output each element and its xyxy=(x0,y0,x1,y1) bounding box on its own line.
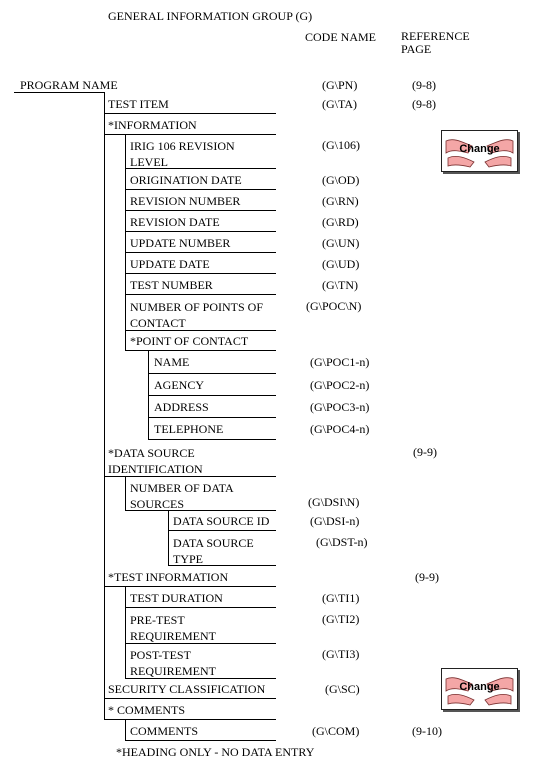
test-information-label: *TEST INFORMATION xyxy=(108,570,229,584)
program-name-page: (9-8) xyxy=(412,78,436,92)
tree-line xyxy=(104,92,105,719)
poc-agency-label: AGENCY xyxy=(154,378,204,392)
change-badge xyxy=(441,130,518,172)
change-badge xyxy=(441,668,518,710)
tree-line xyxy=(125,586,126,678)
revision-date-label: REVISION DATE xyxy=(130,215,220,229)
tree-line xyxy=(168,510,169,565)
update-date-code: (G\UD) xyxy=(322,257,360,271)
change-badge-label: Change xyxy=(459,681,500,693)
program-name-code: (G\PN) xyxy=(322,78,358,92)
number-of-data-sources-code: (G\DSI\N) xyxy=(308,495,360,509)
comments-label: COMMENTS xyxy=(130,724,199,738)
tree-line xyxy=(125,294,276,295)
update-number-code: (G\UN) xyxy=(322,236,360,250)
poc-address-code: (G\POC3-n) xyxy=(310,400,370,414)
tree-line xyxy=(104,719,276,720)
tree-line xyxy=(125,231,276,232)
number-of-points-of-contact-label: NUMBER OF POINTS OF CONTACT xyxy=(130,300,264,330)
revision-number-label: REVISION NUMBER xyxy=(130,194,241,208)
document-title: GENERAL INFORMATION GROUP (G) xyxy=(108,9,313,23)
tree-line xyxy=(104,698,276,699)
poc-name-code: (G\POC1-n) xyxy=(310,355,370,369)
poc-agency-code: (G\POC2-n) xyxy=(310,378,370,392)
comments-code: (G\COM) xyxy=(312,724,360,738)
footnote: *HEADING ONLY - NO DATA ENTRY xyxy=(116,745,315,759)
pre-test-requirement-label: PRE-TEST REQUIREMENT xyxy=(130,613,216,643)
test-duration-code: (G\TI1) xyxy=(322,591,360,605)
poc-telephone-code: (G\POC4-n) xyxy=(310,422,370,436)
tree-line xyxy=(104,113,276,114)
test-number-code: (G\TN) xyxy=(322,278,358,292)
origination-date-code: (G\OD) xyxy=(322,173,360,187)
security-classification-label: SECURITY CLASSIFICATION xyxy=(108,682,266,696)
point-of-contact-label: *POINT OF CONTACT xyxy=(130,334,249,348)
tree-line xyxy=(125,607,276,608)
test-item-code: (G\TA) xyxy=(322,97,358,111)
tree-line xyxy=(125,740,276,741)
revision-number-code: (G\RN) xyxy=(322,194,359,208)
tree-line xyxy=(148,395,276,396)
poc-name-label: NAME xyxy=(154,355,190,369)
data-source-id-code: (G\DSI-n) xyxy=(310,514,360,528)
code-name-header: CODE NAME xyxy=(305,30,376,44)
tree-line xyxy=(148,417,276,418)
test-item-label: TEST ITEM xyxy=(108,97,169,111)
post-test-requirement-label: POST-TEST REQUIREMENT xyxy=(130,648,216,678)
comments-heading-label: * COMMENTS xyxy=(108,703,186,717)
comments-page: (9-10) xyxy=(412,724,442,738)
test-item-page: (9-8) xyxy=(412,97,436,111)
pre-test-requirement-code: (G\TI2) xyxy=(322,612,360,626)
test-duration-label: TEST DURATION xyxy=(130,591,223,605)
information-label: *INFORMATION xyxy=(108,118,197,132)
data-source-identification-label: *DATA SOURCE IDENTIFICATION xyxy=(108,446,203,476)
change-badge-label: Change xyxy=(459,143,500,155)
update-date-label: UPDATE DATE xyxy=(130,257,210,271)
origination-date-label: ORIGINATION DATE xyxy=(130,173,242,187)
update-number-label: UPDATE NUMBER xyxy=(130,236,231,250)
data-source-type-label: DATA SOURCE TYPE xyxy=(173,536,254,566)
program-name-label: PROGRAM NAME xyxy=(20,78,118,92)
reference-page-header: REFERENCE PAGE xyxy=(401,29,470,56)
tree-line xyxy=(125,273,276,274)
tree-line xyxy=(148,373,276,374)
tree-line xyxy=(125,252,276,253)
test-information-page: (9-9) xyxy=(415,570,439,584)
tree-line xyxy=(125,189,276,190)
data-source-id-label: DATA SOURCE ID xyxy=(173,514,270,528)
irig-106-revision-level-label: IRIG 106 REVISION LEVEL xyxy=(130,139,235,169)
tree-line xyxy=(168,530,276,531)
tree-line xyxy=(125,210,276,211)
irig-106-revision-level-code: (G\106) xyxy=(322,138,360,152)
poc-address-label: ADDRESS xyxy=(154,400,209,414)
tree-line xyxy=(125,134,126,350)
number-of-points-of-contact-code: (G\POC\N) xyxy=(306,299,362,313)
data-source-identification-page: (9-9) xyxy=(413,445,437,459)
tree-line xyxy=(125,719,126,740)
tree-line xyxy=(125,476,126,510)
revision-date-code: (G\RD) xyxy=(322,215,359,229)
security-classification-code: (G\SC) xyxy=(325,682,360,696)
tree-line xyxy=(104,586,276,587)
data-source-type-code: (G\DST-n) xyxy=(316,535,368,549)
tree-line xyxy=(148,439,276,440)
post-test-requirement-code: (G\TI3) xyxy=(322,647,360,661)
test-number-label: TEST NUMBER xyxy=(130,278,213,292)
poc-telephone-label: TELEPHONE xyxy=(154,422,224,436)
tree-line xyxy=(104,134,276,135)
number-of-data-sources-label: NUMBER OF DATA SOURCES xyxy=(130,481,234,511)
